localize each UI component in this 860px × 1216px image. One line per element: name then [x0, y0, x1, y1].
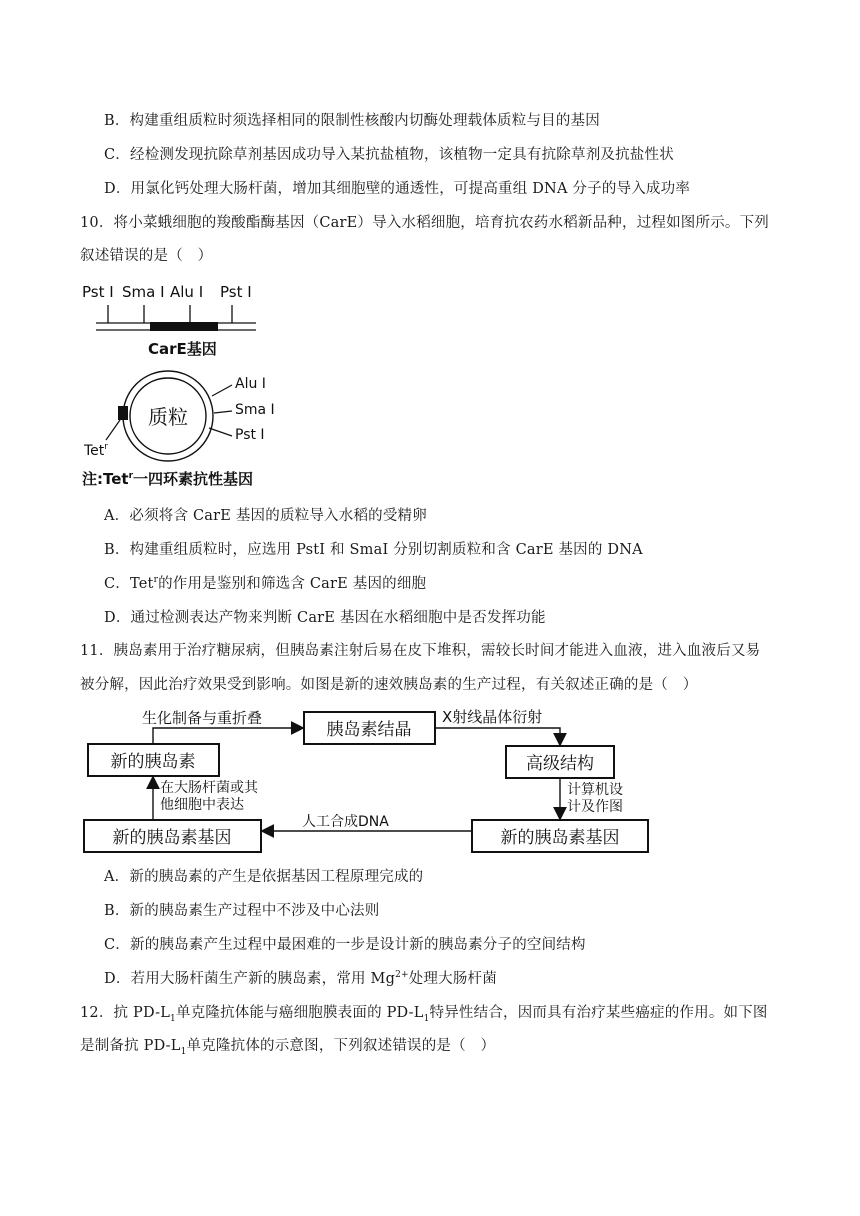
q11-option-b: B．新的胰岛素生产过程中不涉及中心法则	[104, 903, 380, 919]
box-new-insulin	[88, 744, 219, 776]
arrow-express-label-2: 他细胞中表达	[160, 797, 244, 813]
arrow-prep-label: 生化制备与重折叠	[142, 709, 263, 727]
q11-option-d: D．若用大肠杆菌生产新的胰岛素，常用 $Mg^{2+}$处理大肠杆菌	[104, 970, 497, 987]
option-9c: C．经检测发现抗除草剂基因成功导入某抗盐植物，该植物一定具有抗除草剂及抗盐性状	[104, 147, 674, 163]
arrow-xray-label: X射线晶体衍射	[442, 708, 543, 726]
plasmid-site-sma: Sma I	[235, 402, 275, 418]
option-9b: B．构建重组质粒时须选择相同的限制性核酸内切酶处理载体质粒与目的基因	[104, 113, 600, 129]
arrow-design-label-1: 计算机设	[567, 782, 623, 798]
q10-stem-line2: 叙述错误的是（ ）	[80, 248, 213, 264]
svg-text:新的胰岛素基因: 新的胰岛素基因	[500, 828, 620, 848]
q12-stem-line1: 12．抗 $PD-L_1$单克隆抗体能与癌细胞膜表面的 $PD-L_1$特异性结合，因而具有治疗某些癌症的作用。如下图	[80, 1005, 768, 1024]
plasmid-site-pst: Pst I	[235, 427, 265, 443]
arrow-synth-label: 人工合成DNA	[302, 814, 389, 830]
box-gene-left	[84, 820, 261, 852]
arrow-express-label-1: 在大肠杆菌或其	[160, 780, 258, 796]
svg-text:胰岛素结晶: 胰岛素结晶	[326, 720, 412, 740]
box-gene-right	[472, 820, 648, 852]
plasmid-label: 质粒	[148, 405, 188, 429]
gene-site-sma1: Sma I	[122, 283, 165, 301]
box-structure	[506, 746, 614, 778]
plasmid-site-alu: Alu I	[235, 376, 266, 392]
q11-flowchart	[80, 704, 655, 854]
q11-option-a: A．新的胰岛素的产生是依据基因工程原理完成的	[104, 869, 424, 885]
q10-option-b: B．构建重组质粒时，应选用 PstI 和 SmaI 分别切割质粒和含 CarE 基因的 DNA	[104, 542, 643, 558]
q12-stem-line2: 是制备抗 $PD-L_1$单克隆抗体的示意图，下列叙述错误的是（ ）	[80, 1038, 496, 1057]
box-crystal	[304, 712, 435, 744]
gene-strip	[96, 305, 256, 331]
option-9d: D．用氯化钙处理大肠杆菌，增加其细胞壁的通透性，可提高重组 DNA 分子的导入成功率	[104, 181, 691, 197]
arrow-prep	[153, 728, 302, 744]
gene-label: CarE基因	[148, 340, 217, 358]
figure-note: 注:Tet$^r$一四环素抗性基因	[82, 470, 254, 488]
svg-text:高级结构: 高级结构	[526, 754, 594, 774]
q10-figure	[80, 278, 300, 490]
gene-sites	[82, 283, 252, 301]
gene-site-alu1: Alu I	[170, 283, 204, 301]
q10-option-a: A．必须将含 CarE 基因的质粒导入水稻的受精卵	[104, 508, 427, 524]
q11-option-c: C．新的胰岛素产生过程中最困难的一步是设计新的胰岛素分子的空间结构	[104, 937, 586, 953]
q10-option-c: C．Tet$^r$的作用是鉴别和筛选含 CarE 基因的细胞	[104, 575, 427, 592]
marker-label: Tet$^r$	[84, 442, 108, 459]
arrow-xray	[435, 728, 560, 744]
q11-stem-line2: 被分解，因此治疗效果受到影响。如图是新的速效胰岛素的生产过程，有关叙述正确的是（ ）	[80, 677, 698, 693]
gene-site-pst1: Pst I	[82, 283, 114, 301]
svg-text:新的胰岛素: 新的胰岛素	[110, 752, 196, 772]
q11-stem-line1: 11．胰岛素用于治疗糖尿病，但胰岛素注射后易在皮下堆积，需较长时间才能进入血液，进入血液后又易	[80, 643, 761, 659]
arrow-design-label-2: 计及作图	[567, 799, 623, 815]
gene-site-pst2: Pst I	[220, 283, 252, 301]
q10-stem-line1: 10．将小菜蛾细胞的羧酸酯酶基因（CarE）导入水稻细胞，培育抗农药水稻新品种，过程如图所示。下列	[80, 215, 770, 231]
q10-option-d: D．通过检测表达产物来判断 CarE 基因在水稻细胞中是否发挥功能	[104, 610, 546, 626]
svg-text:新的胰岛素基因: 新的胰岛素基因	[112, 828, 232, 848]
